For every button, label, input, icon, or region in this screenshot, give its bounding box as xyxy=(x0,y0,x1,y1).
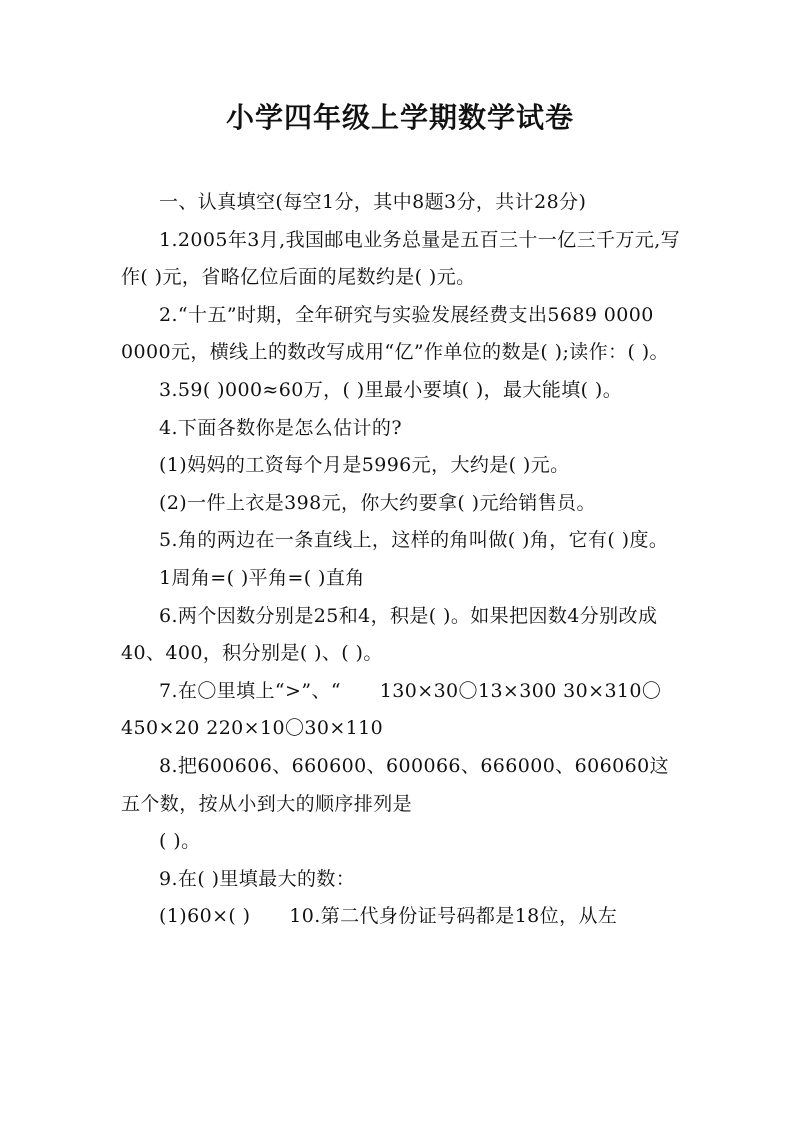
question-5-angle-line: 1周角=( )平角=( )直角 xyxy=(159,566,365,589)
question-9-part-1: (1)60×( ) 10.第二代身份证号码都是18位，从左 xyxy=(159,905,618,928)
question-8-answer: ( )。 xyxy=(159,830,201,853)
question-6: 6.两个因数分别是25和4，积是( )。如果把因数4分别改成40、400，积分别是( )、( )。 xyxy=(121,604,658,665)
page-title: 小学四年级上学期数学试卷 xyxy=(225,101,574,134)
question-2: 2.“十五”时期，全年研究与实验发展经费支出5689 0000 0000元，横线上的数改写成用“亿”作单位的数是( );读作：( )。 xyxy=(121,303,669,364)
question-5: 5.角的两边在一条直线上，这样的角叫做( )角，它有( )度。 xyxy=(159,529,669,552)
question-9: 9.在( )里填最大的数： xyxy=(159,867,356,890)
question-4-part-1: (1)妈妈的工资每个月是5996元，大约是( )元。 xyxy=(159,454,570,477)
question-4-part-2: (2)一件上衣是398元，你大约要拿( )元给销售员。 xyxy=(159,491,596,514)
document-body xyxy=(121,184,686,936)
section-heading: 一、认真填空(每空1分，其中8题3分，共计28分) xyxy=(159,191,587,213)
question-3: 3.59( )000≈60万，( )里最小要填( )，最大能填( )。 xyxy=(159,378,623,401)
question-1: 1.2005年3月,我国邮电业务总量是五百三十一亿三千万元,写作( )元，省略亿位后面的尾数约是( )元。 xyxy=(121,228,681,289)
question-7: 7.在〇里填上“>”、“ 130×30〇13×300 30×310〇450×20 220×10〇30×110 xyxy=(121,679,662,740)
question-4: 4.下面各数你是怎么估计的? xyxy=(159,416,402,439)
question-8: 8.把600606、660600、600066、666000、606060这五个数，按从小到大的顺序排列是 xyxy=(121,754,669,815)
